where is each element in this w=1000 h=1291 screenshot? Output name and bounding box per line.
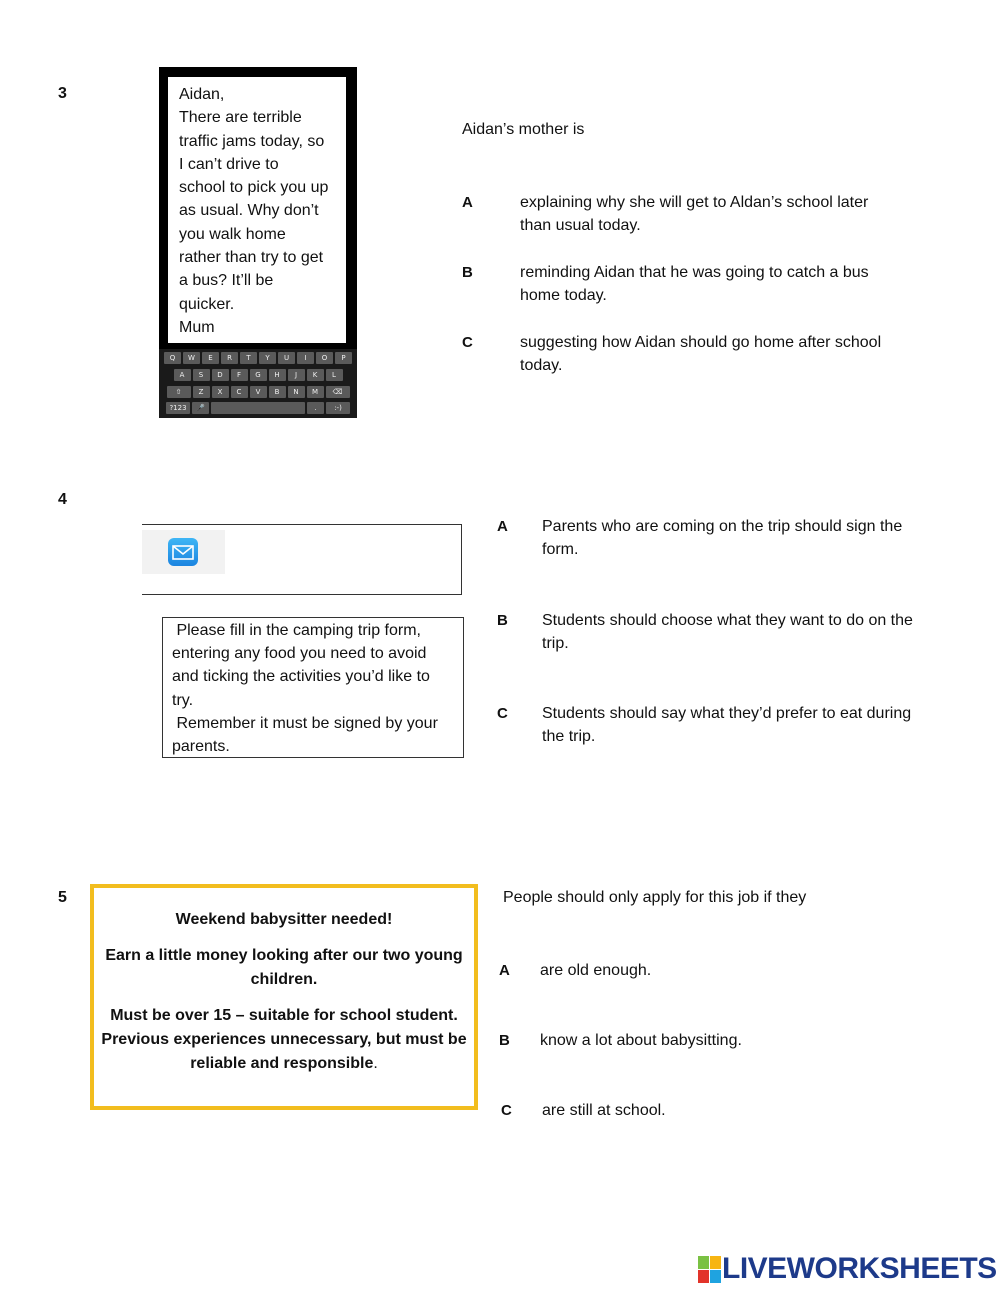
email-message	[162, 617, 464, 758]
option-line: trip.	[542, 635, 569, 652]
advert-line: children.	[250, 971, 318, 988]
option-line: than usual today.	[520, 217, 641, 234]
question-3-stem: Aidan’s mother is	[462, 121, 585, 138]
question-number-3: 3	[58, 85, 67, 102]
option-line: explaining why she will get to Aldan’s school later	[520, 194, 869, 211]
option-letter-a[interactable]: A	[462, 194, 473, 211]
sms-line: Mum	[179, 318, 215, 336]
key: M	[307, 386, 324, 398]
option-b-text[interactable]	[520, 261, 869, 307]
key: H	[269, 369, 286, 381]
advert-title: Weekend babysitter needed!	[175, 911, 393, 928]
option-letter-a[interactable]: A	[499, 962, 510, 979]
emoticon-key: :-)	[326, 402, 350, 414]
key: X	[212, 386, 229, 398]
option-c-text[interactable]: are still at school.	[542, 1102, 666, 1119]
option-letter-a[interactable]: A	[497, 518, 508, 535]
sms-line: as usual. Why don’t	[179, 202, 319, 220]
key: Z	[193, 386, 210, 398]
phone-keyboard	[159, 349, 357, 418]
option-letter-b[interactable]: B	[462, 264, 473, 281]
key: W	[183, 352, 200, 364]
option-b-text[interactable]: know a lot about babysitting.	[540, 1032, 742, 1049]
option-line: home today.	[520, 287, 607, 304]
option-b-text[interactable]	[542, 609, 913, 655]
key: J	[288, 369, 305, 381]
message-line: parents.	[172, 738, 230, 756]
option-letter-b[interactable]: B	[499, 1032, 510, 1049]
advert-period: .	[373, 1055, 378, 1072]
shift-key-icon: ⇧	[167, 386, 191, 398]
advert-emphasis: reliable and responsible	[190, 1055, 374, 1072]
key: L	[326, 369, 343, 381]
advert-line: Must be over 15 – suitable for school student.	[110, 1007, 458, 1024]
question-number-5: 5	[58, 889, 67, 906]
option-line: today.	[520, 357, 563, 374]
key: A	[174, 369, 191, 381]
question-5-stem: People should only apply for this job if they	[503, 889, 807, 906]
key: U	[278, 352, 295, 364]
microphone-key-icon: 🎤	[192, 402, 209, 414]
mail-icon	[168, 538, 198, 566]
message-line: try.	[172, 691, 194, 709]
sms-line: I can’t drive to	[179, 155, 279, 173]
key: T	[240, 352, 257, 364]
option-letter-c[interactable]: C	[497, 705, 508, 722]
key: O	[316, 352, 333, 364]
sms-line: quicker.	[179, 295, 235, 313]
message-line: Please fill in the camping trip form,	[172, 622, 421, 639]
key: C	[231, 386, 248, 398]
key: P	[335, 352, 352, 364]
option-a-text[interactable]	[520, 191, 868, 237]
advert-line	[94, 1052, 474, 1076]
option-a-text[interactable]	[542, 515, 902, 561]
phone-sms-image	[159, 67, 357, 418]
option-line: Students should choose what they want to do on the	[542, 612, 913, 629]
sms-line: Aidan,	[179, 86, 225, 103]
key: B	[269, 386, 286, 398]
key: Q	[164, 352, 181, 364]
sms-line: a bus? It’ll be	[179, 272, 274, 290]
option-letter-b[interactable]: B	[497, 612, 508, 629]
option-letter-c[interactable]: C	[501, 1102, 512, 1119]
sms-line: There are terrible	[179, 109, 302, 127]
question-number-4: 4	[58, 491, 67, 508]
option-line: Students should say what they’d prefer to eat during	[542, 705, 912, 722]
key: D	[212, 369, 229, 381]
key: Y	[259, 352, 276, 364]
message-line: Remember it must be signed by your	[172, 714, 438, 732]
babysitter-advert	[90, 884, 478, 1110]
key: F	[231, 369, 248, 381]
space-key	[211, 402, 305, 414]
key: R	[221, 352, 238, 364]
key: I	[297, 352, 314, 364]
option-line: form.	[542, 541, 579, 558]
liveworksheets-logo-icon	[698, 1256, 722, 1284]
option-c-text[interactable]	[520, 331, 881, 377]
option-line: Parents who are coming on the trip should sign the	[542, 518, 903, 535]
message-line: entering any food you need to avoid	[172, 645, 427, 663]
option-line: reminding Aidan that he was going to catch a bus	[520, 264, 869, 281]
numbers-key: ?123	[166, 402, 190, 414]
advert-line: Previous experiences unnecessary, but must be	[101, 1031, 467, 1048]
sms-line: rather than try to get	[179, 249, 324, 267]
key: S	[193, 369, 210, 381]
key: V	[250, 386, 267, 398]
liveworksheets-wordmark: LIVEWORKSHEETS	[722, 1252, 997, 1285]
backspace-key-icon: ⌫	[326, 386, 350, 398]
key: K	[307, 369, 324, 381]
sms-line: traffic jams today, so	[179, 132, 325, 150]
advert-line: Earn a little money looking after our two young	[105, 947, 463, 964]
option-c-text[interactable]	[542, 702, 911, 748]
option-line: the trip.	[542, 728, 596, 745]
key: E	[202, 352, 219, 364]
sms-line: school to pick you up	[179, 179, 329, 197]
sms-line: you walk home	[179, 225, 286, 243]
option-letter-c[interactable]: C	[462, 334, 473, 351]
key: N	[288, 386, 305, 398]
sms-message	[168, 77, 346, 343]
period-key: .	[307, 402, 324, 414]
option-line: suggesting how Aidan should go home after school	[520, 334, 882, 351]
message-line: and ticking the activities you’d like to	[172, 668, 430, 686]
option-a-text[interactable]: are old enough.	[540, 962, 652, 979]
key: G	[250, 369, 267, 381]
